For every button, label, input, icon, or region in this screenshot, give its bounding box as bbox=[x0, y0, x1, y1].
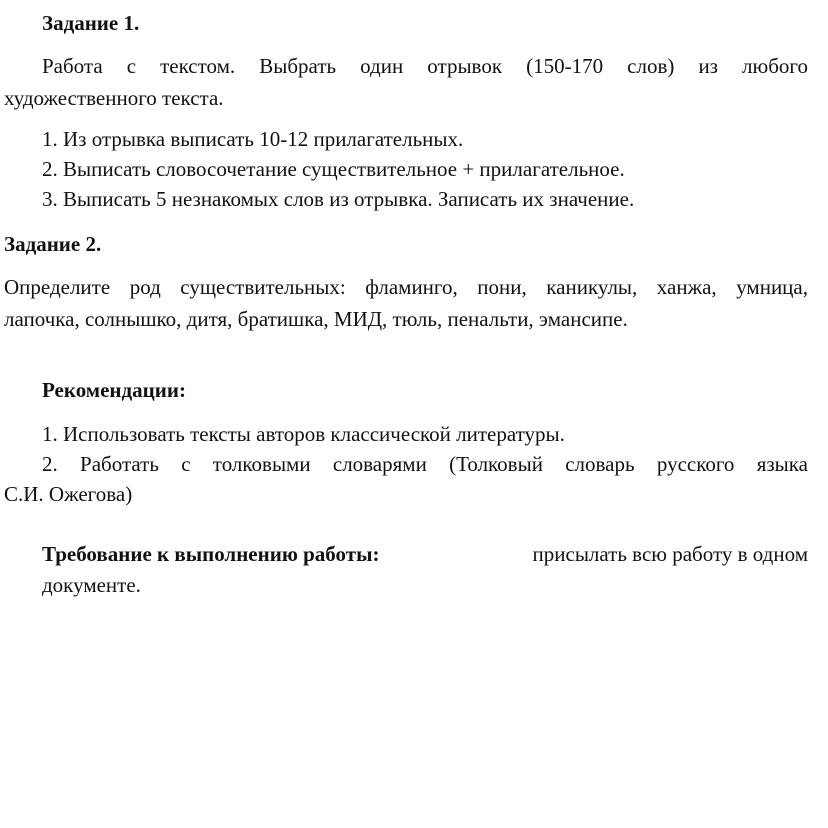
task1-item-1: 1. Из отрывка выписать 10-12 прилагательных. bbox=[42, 127, 464, 151]
recommendation-item-1: 1. Использовать тексты авторов классической литературы. bbox=[42, 422, 565, 446]
requirement-text: присылать всю работу в одном bbox=[532, 542, 808, 566]
requirement-label: Требование к выполнению работы: bbox=[42, 542, 380, 566]
task1-intro-line1: Работа с текстом. Выбрать один отрывок (150-170 слов) из любого bbox=[42, 54, 808, 78]
recommendation-item-2-line2: С.И. Ожегова) bbox=[4, 482, 133, 506]
recommendation-item-2-line1: 2. Работать с толковыми словарями (Толковый словарь русского языка bbox=[42, 452, 808, 476]
task1-intro-line2: художественного текста. bbox=[4, 86, 224, 110]
recommendations-title: Рекомендации: bbox=[42, 378, 186, 402]
task1-item-2: 2. Выписать словосочетание существительное + прилагательное. bbox=[42, 157, 625, 181]
task1-item-3: 3. Выписать 5 незнакомых слов из отрывка. Записать их значение. bbox=[42, 187, 635, 211]
task2-text-line2: лапочка, солнышко, дитя, братишка, МИД, тюль, пенальти, эмансипе. bbox=[4, 307, 628, 331]
requirement-line1 bbox=[42, 542, 808, 566]
task2-text-line1: Определите род существительных: фламинго, пони, каникулы, ханжа, умница, bbox=[4, 275, 808, 299]
requirement-line2: документе. bbox=[42, 573, 141, 597]
task1-title: Задание 1. bbox=[42, 11, 140, 35]
task2-title: Задание 2. bbox=[4, 232, 102, 256]
